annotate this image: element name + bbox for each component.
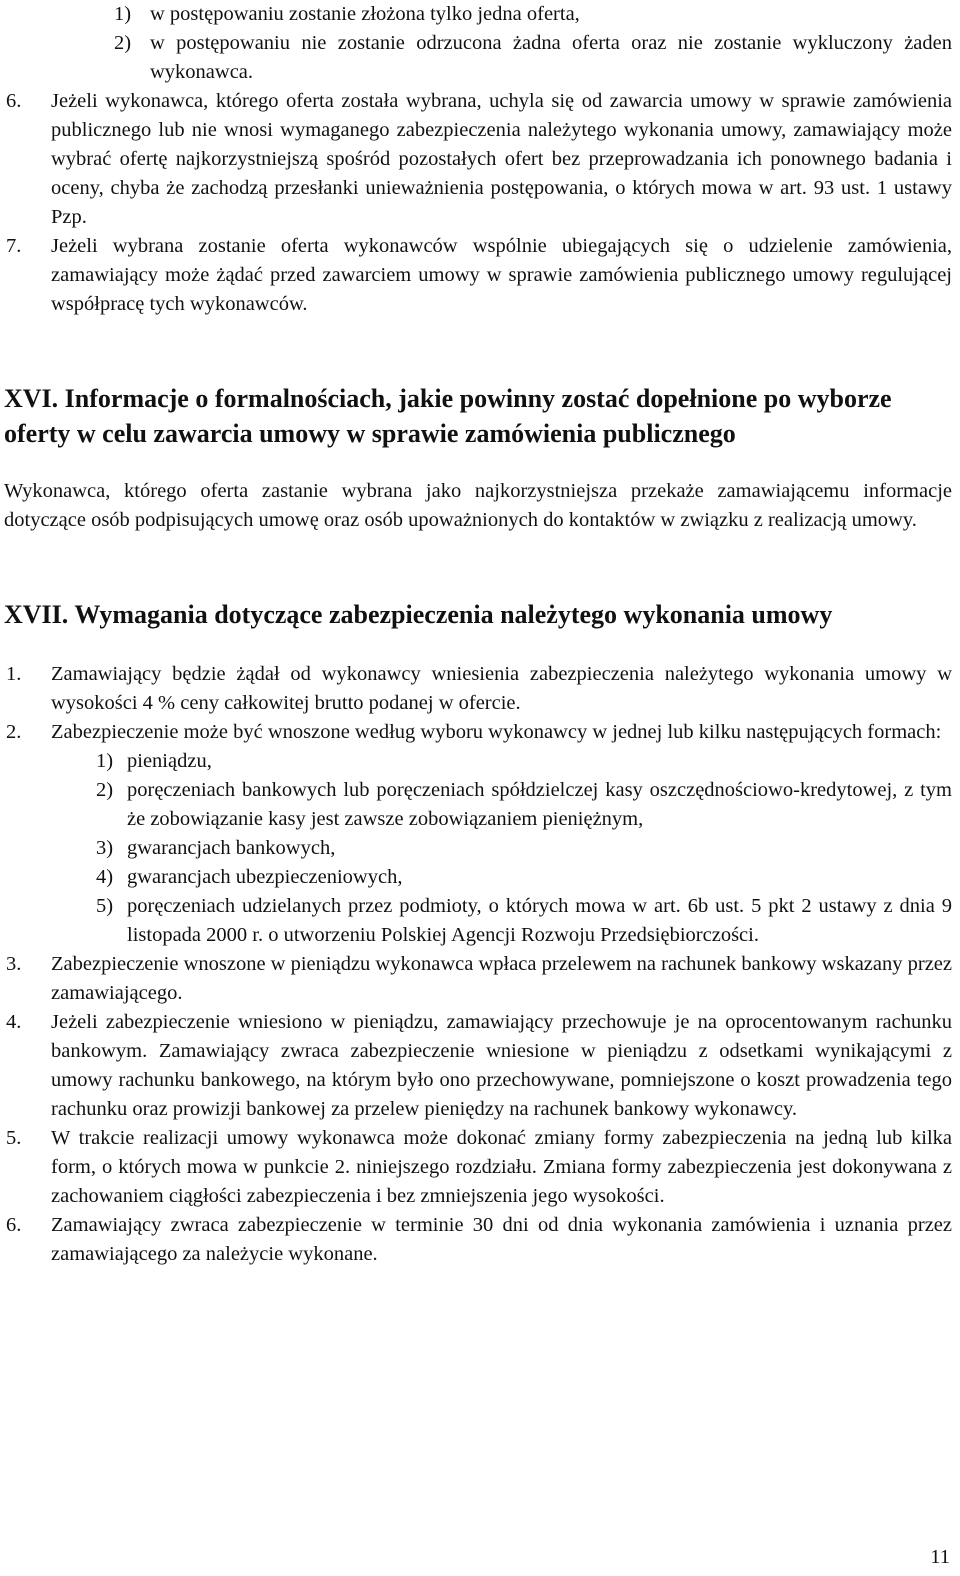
sublist-item-number: 3) (96, 837, 114, 859)
points-list (6, 87, 952, 319)
list-item-text: Zabezpieczenie może być wnoszone według wyboru wykonawcy w jednej lub kilku następujących formach: (51, 721, 942, 743)
list-item-number: 4. (6, 1011, 22, 1033)
sublist-item-text: gwarancjach bankowych, (127, 837, 336, 859)
list-item-body (51, 718, 952, 950)
list-item-text: w postępowaniu zostanie złożona tylko jedna oferta, (150, 3, 580, 25)
list-item-number: 3. (6, 953, 22, 975)
sublist-item-number: 5) (96, 895, 114, 917)
section-heading-xvi: XVI. Informacje o formalnościach, jakie powinny zostać dopełnione po wyborze oferty w celu zawarcia umowy w sprawie zamówienia publicznego (4, 384, 892, 448)
list-item-text: Zabezpieczenie wnoszone w pieniądzu wykonawca wpłaca przelewem na rachunek bankowy wskazany przez zamawiającego. (51, 953, 952, 1004)
sublist-item-text: pieniądzu, (127, 750, 212, 772)
list-item-number: 6. (6, 1214, 22, 1236)
list-item-number: 6. (6, 90, 22, 112)
list-item (6, 232, 952, 319)
list-item (6, 1124, 952, 1211)
continuation-list (114, 0, 952, 87)
sublist-item (96, 863, 952, 892)
list-item-text: Jeżeli wykonawca, którego oferta została wybrana, uchyla się od zawarcia umowy w sprawie zamówienia publicznego lub nie wnosi wymaganego zabezpieczenia należytego wykonania umowy, zamawiający może wybrać ofertę najkorzystniejszą spośród pozostałych ofert bez przeprowadzania ich ponownego badania i oceny, chyba że zachodzą przesłanki unieważnienia postępowania, o których mowa w art. 93 ust. 1 ustawy Pzp. (51, 90, 952, 228)
sublist-item (96, 834, 952, 863)
list-item (114, 29, 952, 87)
list-item-text: Zamawiający będzie żądał od wykonawcy wniesienia zabezpieczenia należytego wykonania umowy w wysokości 4 % ceny całkowitej brutto podanej w ofercie. (51, 663, 952, 714)
list-item (6, 718, 952, 950)
list-item-number: 2. (6, 721, 22, 743)
list-item (6, 660, 952, 718)
list-item-number: 5. (6, 1127, 22, 1149)
sublist-item (96, 747, 952, 776)
sublist-item-number: 1) (96, 750, 114, 772)
list-item-number: 1. (6, 663, 22, 685)
list-item-text: Jeżeli zabezpieczenie wniesiono w pieniądzu, zamawiający przechowuje je na oprocentowanym rachunku bankowym. Zamawiający zwraca zabezpieczenie wniesione w pieniądzu z odsetkami wynikającymi z umowy rachunku bankowego, na którym było ono przechowywane, pomniejszone o koszt prowadzenia tego rachunku oraz prowizji bankowej za przelew pieniędzy na rachunek bankowy wykonawcy. (51, 1011, 952, 1120)
list-item-number: 7. (6, 235, 22, 257)
forms-sublist (51, 747, 952, 950)
page-number: 11 (930, 1546, 950, 1568)
list-item-text: Jeżeli wybrana zostanie oferta wykonawców wspólnie ubiegających się o udzielenie zamówienia, zamawiający może żądać przed zawarciem umowy w sprawie zamówienia publicznego umowy regulującej współpracę tych wykonawców. (51, 235, 952, 315)
sublist-item (96, 892, 952, 950)
list-item (6, 1008, 952, 1124)
list-item (6, 950, 952, 1008)
list-item (114, 0, 952, 29)
list-item (6, 1211, 952, 1269)
sublist-item-text: gwarancjach ubezpieczeniowych, (127, 866, 403, 888)
list-item-text: W trakcie realizacji umowy wykonawca może dokonać zmiany formy zabezpieczenia na jedną lub kilka form, o których mowa w punkcie 2. niniejszego rozdziału. Zmiana formy zabezpieczenia jest dokonywana z zachowaniem ciągłości zabezpieczenia i bez zmniejszenia jego wysokości. (51, 1127, 952, 1207)
list-item-number: 2) (114, 32, 132, 54)
section-heading-xvii: XVII. Wymagania dotyczące zabezpieczenia należytego wykonania umowy (4, 600, 833, 629)
list-item-text: w postępowaniu nie zostanie odrzucona żadna oferta oraz nie zostanie wykluczony żaden wykonawca. (150, 32, 952, 83)
list-item-text: Zamawiający zwraca zabezpieczenie w terminie 30 dni od dnia wykonania zamówienia i uznania przez zamawiającego za należycie wykonane. (51, 1214, 952, 1265)
sublist-item-text: poręczeniach udzielanych przez podmioty, o których mowa w art. 6b ust. 5 pkt 2 ustawy z dnia 9 listopada 2000 r. o utworzeniu Polskiej Agencji Rozwoju Przedsiębiorczości. (127, 895, 952, 946)
sublist-item-text: poręczeniach bankowych lub poręczeniach spółdzielczej kasy oszczędnościowo-kredytowej, z tym że zobowiązanie kasy jest zawsze zobowiązaniem pieniężnym, (127, 779, 952, 830)
requirements-list (6, 660, 952, 1269)
sublist-item-number: 2) (96, 779, 114, 801)
sublist-item-number: 4) (96, 866, 114, 888)
sublist-item (96, 776, 952, 834)
list-item (6, 87, 952, 232)
list-item-number: 1) (114, 3, 132, 25)
section-paragraph-xvi: Wykonawca, którego oferta zastanie wybrana jako najkorzystniejsza przekaże zamawiającemu informacje dotyczące osób podpisujących umowę oraz osób upoważnionych do kontaktów w związku z realizacją umowy. (4, 480, 952, 531)
